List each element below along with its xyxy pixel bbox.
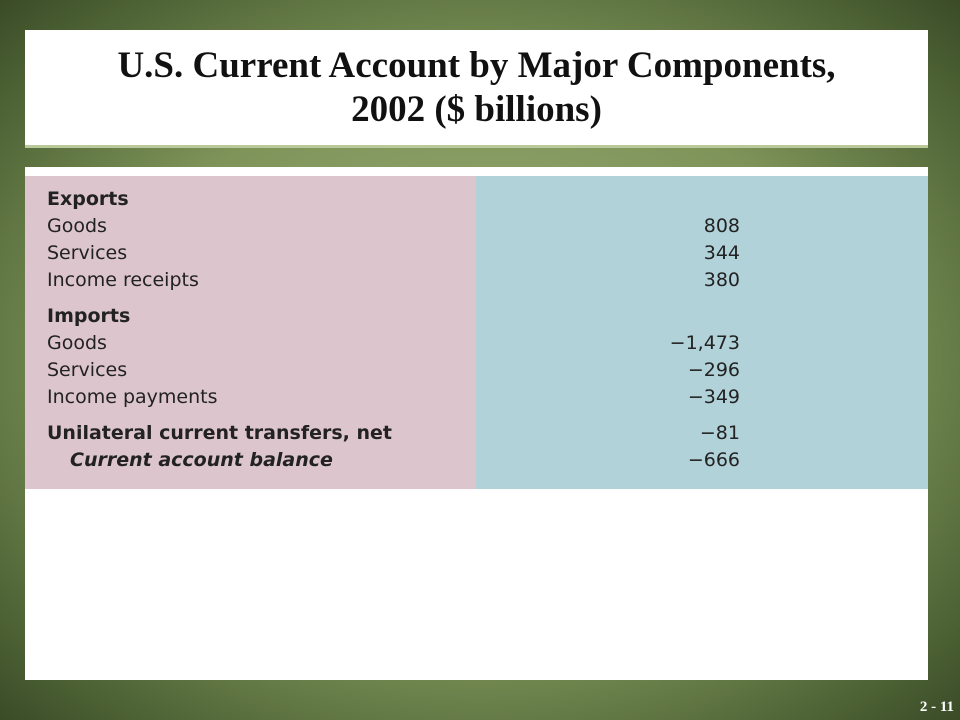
page-number: 2 - 11 xyxy=(919,699,954,715)
row-value: −1,473 xyxy=(669,331,740,354)
row-value: 344 xyxy=(703,241,740,264)
row-label: Goods xyxy=(47,331,107,354)
table-row xyxy=(25,356,476,383)
row-value: −296 xyxy=(687,358,740,381)
table-cell xyxy=(476,419,928,446)
row-value: −666 xyxy=(687,448,740,471)
row-value: −349 xyxy=(687,385,740,408)
value-column xyxy=(476,176,928,489)
table-cell xyxy=(476,212,928,239)
table-row xyxy=(25,446,476,473)
row-label: Goods xyxy=(47,214,107,237)
table-row xyxy=(25,239,476,266)
table-row xyxy=(25,419,476,446)
row-label: Income receipts xyxy=(47,268,199,291)
table-row xyxy=(25,383,476,410)
table-cell xyxy=(476,356,928,383)
row-label: Exports xyxy=(47,187,129,210)
row-value: −81 xyxy=(699,421,740,444)
row-label: Services xyxy=(47,358,128,381)
table-row xyxy=(25,329,476,356)
current-account-table xyxy=(25,176,928,489)
table-row xyxy=(25,212,476,239)
table-cell xyxy=(476,239,928,266)
slide-title-line-2: 2002 ($ billions) xyxy=(351,88,602,130)
row-label: Current account balance xyxy=(70,448,333,471)
table-row xyxy=(25,302,476,329)
table-cell xyxy=(476,446,928,473)
label-column xyxy=(25,176,476,489)
row-label: Services xyxy=(47,241,128,264)
table-cell xyxy=(476,266,928,293)
table-row xyxy=(25,185,476,212)
table-row xyxy=(25,266,476,293)
row-value: 808 xyxy=(703,214,740,237)
table-cell xyxy=(476,383,928,410)
slide-title-line-1: U.S. Current Account by Major Components, xyxy=(117,44,836,86)
row-label: Imports xyxy=(47,304,131,327)
row-value: 380 xyxy=(703,268,740,291)
table-cell xyxy=(476,329,928,356)
slide-title-box xyxy=(25,30,928,148)
row-label: Unilateral current transfers, net xyxy=(47,421,392,444)
content-area xyxy=(25,167,928,680)
row-label: Income payments xyxy=(47,385,218,408)
